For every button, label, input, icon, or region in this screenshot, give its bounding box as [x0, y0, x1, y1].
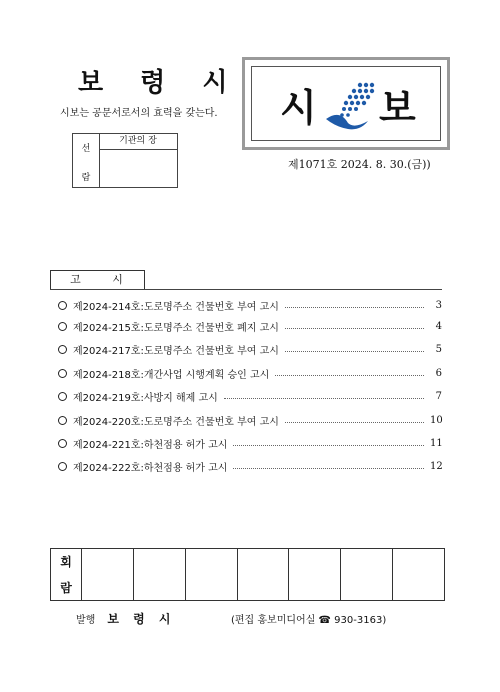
publisher-name: 보 령 시 — [107, 612, 176, 626]
approval-head: 기관의 장 — [99, 134, 177, 150]
list-item[interactable] — [58, 458, 442, 474]
list-item[interactable] — [58, 388, 442, 404]
dot-leader — [285, 422, 424, 423]
bullet-circle-icon — [58, 301, 67, 310]
toc-page: 11 — [430, 437, 443, 449]
approval-label-bottom: 람 — [81, 173, 91, 183]
section-divider — [50, 289, 442, 290]
approval-box — [72, 133, 178, 188]
circulation-cell — [134, 549, 186, 600]
gazette-logo-inner — [251, 66, 441, 141]
bullet-circle-icon — [58, 345, 67, 354]
toc-page: 5 — [435, 343, 442, 355]
list-item[interactable] — [58, 435, 442, 451]
editor-info: (편집 홍보미디어실 ☎ 930-3163) — [231, 615, 387, 626]
list-item[interactable] — [58, 412, 442, 428]
circulation-label — [51, 549, 82, 600]
circulation-cell — [186, 549, 238, 600]
toc-title: 제2024-220호:도로명주소 건물번호 부여 고시 — [73, 416, 279, 428]
bullet-circle-icon — [58, 439, 67, 448]
toc-title: 제2024-221호:하천점용 허가 고시 — [73, 439, 228, 451]
circulation-cell — [82, 549, 134, 600]
logo-text-right: 보 — [379, 86, 416, 130]
toc-title: 제2024-217호:도로명주소 건물번호 부여 고시 — [73, 345, 279, 357]
dot-leader — [233, 468, 424, 469]
dot-leader — [233, 445, 424, 446]
toc-title: 제2024-218호:개간사업 시행계획 승인 고시 — [73, 369, 270, 381]
circulation-table — [50, 548, 445, 601]
toc-title: 제2024-222호:하천점용 허가 고시 — [73, 462, 228, 474]
circulation-cell — [393, 549, 444, 600]
dot-leader — [285, 328, 424, 329]
circulation-label-bottom: 람 — [60, 580, 72, 595]
subtitle: 시보는 공문서로서의 효력을 갖는다. — [60, 108, 218, 119]
bullet-circle-icon — [58, 392, 67, 401]
footer — [76, 610, 387, 627]
list-item[interactable] — [58, 365, 442, 381]
dot-leader — [285, 307, 424, 308]
dot-leader — [224, 398, 424, 399]
approval-label-top: 선 — [81, 144, 91, 154]
circulation-cell — [238, 549, 290, 600]
list-item[interactable] — [58, 318, 442, 334]
wave-dots-logo-icon — [324, 79, 376, 131]
dot-leader — [275, 375, 424, 376]
toc-page: 10 — [430, 414, 443, 426]
issue-info: 제1071호 2024. 8. 30.(금)) — [288, 158, 431, 171]
toc-page: 12 — [430, 460, 443, 472]
bullet-circle-icon — [58, 322, 67, 331]
toc-title: 제2024-214호:도로명주소 건물번호 부여 고시 — [73, 301, 279, 313]
toc-page: 3 — [435, 299, 442, 311]
list-item[interactable] — [58, 341, 442, 357]
bullet-circle-icon — [58, 462, 67, 471]
publisher-label: 발행 — [76, 615, 96, 626]
gazette-logo — [242, 57, 450, 150]
section-title: 고 시 — [50, 270, 145, 290]
toc-title: 제2024-219호:사방지 해제 고시 — [73, 392, 218, 404]
bullet-circle-icon — [58, 416, 67, 425]
circulation-cell — [289, 549, 341, 600]
circulation-label-top: 회 — [60, 555, 72, 570]
toc-page: 4 — [435, 320, 442, 332]
bullet-circle-icon — [58, 369, 67, 378]
list-item[interactable] — [58, 297, 442, 313]
logo-text-left: 시 — [280, 86, 317, 130]
circulation-cell — [341, 549, 393, 600]
toc-page: 7 — [435, 390, 442, 402]
toc-page: 6 — [435, 367, 442, 379]
approval-label-column — [73, 134, 100, 187]
dot-leader — [285, 351, 424, 352]
city-name: 보 령 시 — [78, 68, 242, 98]
toc-title: 제2024-215호:도로명주소 건물번호 폐지 고시 — [73, 322, 279, 334]
